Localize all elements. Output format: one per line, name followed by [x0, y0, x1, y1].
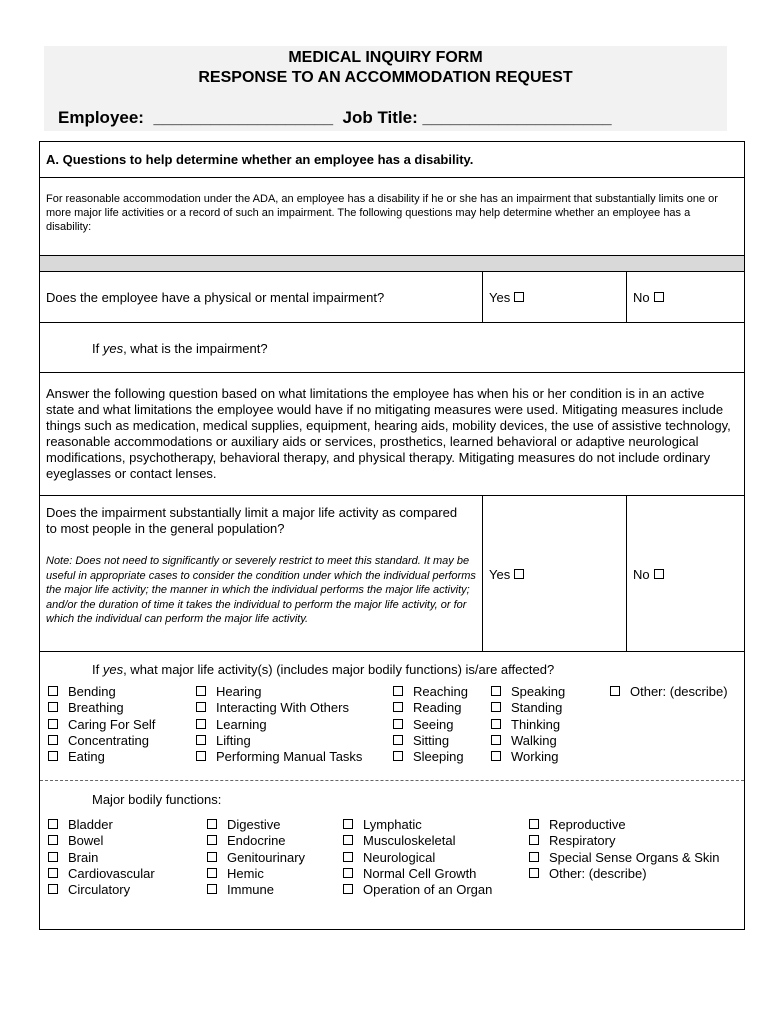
bodily-col-3: [343, 817, 492, 898]
bodily-checkbox-item[interactable]: [48, 882, 155, 898]
activities-question-text: , what major life activity(s) (includes major bodily functions) is/are affected?: [123, 662, 555, 677]
employee-row: [58, 108, 612, 128]
checkbox[interactable]: [207, 852, 217, 862]
form-title: MEDICAL INQUIRY FORM: [288, 49, 483, 66]
divider: [40, 495, 744, 496]
activities-col-5: [610, 684, 728, 700]
q1-yes-checkbox[interactable]: [514, 292, 524, 302]
bodily-col-2: [207, 817, 305, 898]
q2-no-checkbox[interactable]: [654, 569, 664, 579]
activity-label: Hearing: [216, 684, 262, 699]
section-a-form: [39, 141, 745, 930]
checkbox[interactable]: [610, 686, 620, 696]
activity-label: Speaking: [511, 684, 566, 699]
bodily-label: Cardiovascular: [68, 865, 155, 881]
bodily-checkbox-item[interactable]: [529, 817, 720, 833]
limitation-note: Note: Does not need to significantly or severely restrict to meet this standard. It may be useful in appropriate cases to consider the condition under which the individual performs the major life activity; the manner in which the individual performs the major life activity; and/or the duration of time it takes the individual to perform the major life activity, or for which the individual can perform the major life activity.: [46, 555, 476, 625]
section-a-heading: A. Questions to help determine whether an employee has a disability.: [46, 152, 474, 167]
q1-no-label: No: [633, 290, 650, 305]
q2-yes-label: Yes: [489, 567, 511, 582]
gray-band: [40, 255, 744, 272]
bodily-checkbox-item[interactable]: [48, 866, 155, 882]
activities-col-2: [196, 684, 362, 765]
impairment-followup-text: , what is the impairment?: [123, 341, 268, 356]
q2-no-option[interactable]: [633, 567, 664, 582]
bodily-checkbox-item[interactable]: [48, 850, 155, 866]
activity-checkbox-item[interactable]: [491, 684, 565, 700]
bodily-checkbox-item[interactable]: [343, 833, 492, 849]
activity-checkbox-item[interactable]: [393, 684, 468, 700]
activity-label: Seeing: [413, 716, 454, 732]
checkbox[interactable]: [48, 751, 58, 761]
activity-label: Caring For Self: [68, 716, 156, 732]
activity-label: Working: [511, 749, 559, 765]
if-yes-word: yes: [102, 341, 124, 356]
bodily-checkbox-item[interactable]: [48, 817, 155, 833]
bodily-label: Respiratory: [549, 833, 616, 849]
activity-label: Concentrating: [68, 732, 149, 748]
job-title-label: Job Title:: [342, 108, 418, 127]
checkbox[interactable]: [343, 819, 353, 829]
checkbox[interactable]: [196, 735, 206, 745]
bodily-col-4: [529, 817, 720, 882]
checkbox[interactable]: [48, 884, 58, 894]
divider: [40, 372, 744, 373]
activity-checkbox-item[interactable]: [196, 733, 362, 749]
bodily-label: Immune: [227, 882, 274, 898]
activity-checkbox-item[interactable]: [491, 700, 565, 716]
checkbox[interactable]: [207, 868, 217, 878]
job-title-field[interactable]: ____________________: [422, 108, 612, 127]
divider: [482, 271, 483, 322]
activity-label: Sleeping: [413, 749, 464, 765]
bodily-checkbox-item[interactable]: [343, 866, 492, 882]
activity-checkbox-item[interactable]: [48, 733, 155, 749]
checkbox[interactable]: [393, 735, 403, 745]
checkbox[interactable]: [48, 868, 58, 878]
mitigating-measures-text: Answer the following question based on what limitations the employee has when his or her condition is in an active state and what limitations the employee would have if no mitigating measures were used. Mitigating measures include things such as medication, medical supplies, equipment, hearing aids, mobility devices, the use of assistive technology, reasonable accommodations or auxiliary aids or services, prosthetics, learned behavioral or adaptive neurological modifications, psychotherapy, behavioral therapy, and physical therapy. Mitigating measures do not include ordinary eyeglasses or contact lenses.: [46, 386, 731, 481]
bodily-checkbox-item[interactable]: [343, 817, 492, 833]
activity-label: Thinking: [511, 716, 561, 732]
employee-field[interactable]: ___________________: [153, 108, 334, 127]
bodily-checkbox-item[interactable]: [207, 833, 305, 849]
activity-label: Interacting With Others: [216, 700, 349, 716]
activity-checkbox-item[interactable]: [196, 684, 362, 700]
q1-no-checkbox[interactable]: [654, 292, 664, 302]
bodily-label: Bladder: [68, 817, 113, 832]
checkbox[interactable]: [343, 868, 353, 878]
activities-question: [92, 662, 554, 677]
checkbox[interactable]: [48, 819, 58, 829]
section-a-intro: For reasonable accommodation under the ADA, an employee has a disability if he or she has an impairment that substantially limits one or more major life activities or a record of such an impairment. The following questions may help determine whether an employee has a disability:: [46, 193, 718, 233]
checkbox[interactable]: [196, 751, 206, 761]
checkbox[interactable]: [529, 868, 539, 878]
question-impairment: Does the employee have a physical or mental impairment?: [46, 290, 385, 305]
bodily-label: Other: (describe): [549, 865, 647, 881]
divider: [626, 495, 627, 651]
checkbox[interactable]: [343, 835, 353, 845]
bodily-functions-heading: Major bodily functions:: [92, 792, 222, 807]
checkbox[interactable]: [207, 835, 217, 845]
checkbox[interactable]: [48, 719, 58, 729]
checkbox[interactable]: [393, 719, 403, 729]
activities-col-4: [491, 684, 565, 765]
activity-checkbox-item[interactable]: [196, 749, 362, 765]
checkbox[interactable]: [48, 735, 58, 745]
bodily-label: Brain: [68, 849, 99, 865]
activity-label: Reading: [413, 700, 462, 716]
activity-label: Performing Manual Tasks: [216, 749, 363, 765]
bodily-checkbox-item[interactable]: [207, 866, 305, 882]
checkbox[interactable]: [393, 751, 403, 761]
activity-label: Sitting: [413, 732, 450, 748]
bodily-label: Bowel: [68, 833, 104, 849]
activity-checkbox-item[interactable]: [491, 717, 565, 733]
checkbox[interactable]: [529, 852, 539, 862]
activity-checkbox-item[interactable]: [196, 700, 362, 716]
bodily-checkbox-item[interactable]: [529, 850, 720, 866]
form-subtitle: RESPONSE TO AN ACCOMMODATION REQUEST: [198, 69, 573, 86]
bodily-label: Digestive: [227, 817, 281, 832]
activity-label: Reaching: [413, 684, 468, 699]
divider: [482, 495, 483, 651]
activity-label: Breathing: [68, 700, 124, 716]
checkbox[interactable]: [491, 702, 501, 712]
activity-checkbox-item[interactable]: [48, 684, 155, 700]
activity-checkbox-item[interactable]: [491, 749, 565, 765]
if-yes-word: yes: [102, 662, 124, 677]
activity-checkbox-item[interactable]: [610, 684, 728, 700]
activity-label: Other: (describe): [630, 684, 728, 699]
bodily-label: Operation of an Organ: [363, 882, 493, 898]
divider: [626, 271, 627, 322]
activity-checkbox-item[interactable]: [393, 749, 468, 765]
bodily-label: Neurological: [363, 849, 436, 865]
activity-checkbox-item[interactable]: [48, 700, 155, 716]
checkbox[interactable]: [48, 852, 58, 862]
if-prefix: If: [92, 341, 103, 356]
checkbox[interactable]: [491, 751, 501, 761]
checkbox[interactable]: [48, 835, 58, 845]
checkbox[interactable]: [196, 702, 206, 712]
checkbox[interactable]: [529, 835, 539, 845]
bodily-checkbox-item[interactable]: [207, 817, 305, 833]
bodily-label: Hemic: [227, 865, 264, 881]
activities-col-1: [48, 684, 155, 765]
activity-checkbox-item[interactable]: [393, 700, 468, 716]
checkbox[interactable]: [343, 884, 353, 894]
activity-label: Standing: [511, 700, 563, 716]
q2-yes-option[interactable]: [489, 567, 524, 582]
checkbox[interactable]: [393, 702, 403, 712]
impairment-followup: [92, 341, 268, 356]
divider: [40, 780, 744, 781]
form-header: [44, 46, 727, 131]
checkbox[interactable]: [207, 819, 217, 829]
checkbox[interactable]: [207, 884, 217, 894]
bodily-checkbox-item[interactable]: [207, 882, 305, 898]
bodily-col-1: [48, 817, 155, 898]
activity-label: Eating: [68, 749, 105, 765]
bodily-checkbox-item[interactable]: [207, 850, 305, 866]
activity-checkbox-item[interactable]: [48, 749, 155, 765]
checkbox[interactable]: [48, 686, 58, 696]
bodily-label: Endocrine: [227, 833, 286, 849]
checkbox[interactable]: [491, 686, 501, 696]
bodily-checkbox-item[interactable]: [343, 882, 492, 898]
activity-checkbox-item[interactable]: [393, 733, 468, 749]
checkbox[interactable]: [491, 735, 501, 745]
activity-checkbox-item[interactable]: [196, 717, 362, 733]
question-substantial-limit: Does the impairment substantially limit a major life activity as compared to most people in the general population?: [46, 505, 458, 536]
bodily-label: Circulatory: [68, 882, 131, 898]
bodily-label: Special Sense Organs & Skin: [549, 849, 720, 865]
activity-label: Learning: [216, 716, 267, 732]
employee-label: Employee:: [58, 108, 144, 127]
checkbox[interactable]: [196, 719, 206, 729]
activities-col-3: [393, 684, 468, 765]
bodily-checkbox-item[interactable]: [529, 833, 720, 849]
divider: [40, 177, 744, 178]
q2-no-label: No: [633, 567, 650, 582]
activity-label: Bending: [68, 684, 116, 699]
bodily-label: Musculoskeletal: [363, 833, 456, 849]
checkbox[interactable]: [48, 702, 58, 712]
activity-checkbox-item[interactable]: [393, 717, 468, 733]
activity-checkbox-item[interactable]: [491, 733, 565, 749]
checkbox[interactable]: [343, 852, 353, 862]
activity-label: Walking: [511, 732, 557, 748]
q1-yes-option[interactable]: [489, 290, 524, 305]
q1-no-option[interactable]: [633, 290, 664, 305]
bodily-label: Genitourinary: [227, 849, 306, 865]
bodily-label: Lymphatic: [363, 817, 422, 832]
q1-yes-label: Yes: [489, 290, 511, 305]
divider: [40, 651, 744, 652]
bodily-checkbox-item[interactable]: [48, 833, 155, 849]
bodily-label: Normal Cell Growth: [363, 865, 477, 881]
bodily-checkbox-item[interactable]: [343, 850, 492, 866]
activity-checkbox-item[interactable]: [48, 717, 155, 733]
bodily-label: Reproductive: [549, 817, 626, 832]
checkbox[interactable]: [491, 719, 501, 729]
q2-yes-checkbox[interactable]: [514, 569, 524, 579]
checkbox[interactable]: [196, 686, 206, 696]
activity-label: Lifting: [216, 732, 251, 748]
bodily-checkbox-item[interactable]: [529, 866, 720, 882]
if-prefix: If: [92, 662, 103, 677]
checkbox[interactable]: [529, 819, 539, 829]
checkbox[interactable]: [393, 686, 403, 696]
divider: [40, 322, 744, 323]
